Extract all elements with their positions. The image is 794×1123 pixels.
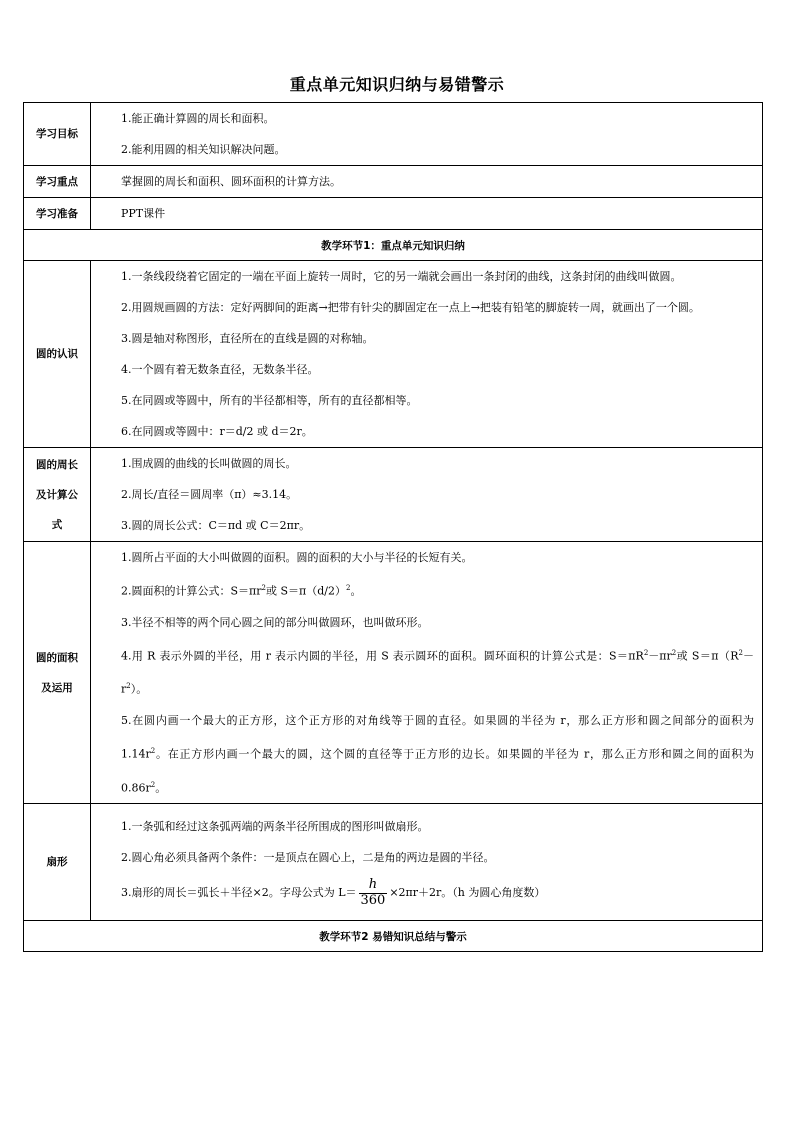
goals-label: 学习目标 [24,103,91,166]
focus-content [91,166,763,198]
area-item: 2.圆面积的计算公式：$S=\pi r^2$或 $S=\pi(d/2)^2$。 [121,584,362,598]
perimeter-item: 1.围成圆的曲线的长叫做圆的周长。 [121,457,297,470]
section1-heading: 教学环节1：重点单元知识归纳 [24,230,763,261]
sector-item: 2.圆心角必须具备两个条件：一是顶点在圆心上，二是角的两边是圆的半径。 [121,851,495,865]
area-item: 5.在圆内画一个最大的正方形，这个正方形的对角线等于圆的直径。如果圆的半径为 r，那么正方形和圆之间部分的面积为 $1.14r^2$。在正方形内画一个最大的圆，这个圆的直径等于正方形的边长。如果圆的半径为 r，那么正方形和圆之间的面积为 $0.86r^2$。 [121,713,754,795]
area-label [24,542,91,804]
perimeter-label-line: 圆的周长 [36,458,78,471]
area-row [24,542,763,804]
prep-content [91,198,763,230]
circle-intro-content [91,261,763,448]
circle-intro-row [24,261,763,448]
prep-label: 学习准备 [24,198,91,230]
section2-row [24,921,763,952]
section1-row [24,230,763,261]
area-label-line: 圆的面积 [36,651,78,664]
focus-text: 掌握圆的周长和面积、圆环面积的计算方法。 [121,175,341,188]
intro-item: 1.一条线段绕着它固定的一端在平面上旋转一周时，它的另一端就会画出一条封闭的曲线，这条封闭的曲线叫做圆。 [121,270,682,283]
intro-item: 5.在同圆或等圆中，所有的半径都相等，所有的直径都相等。 [121,394,418,407]
area-item: 3.半径不相等的两个同心圆之间的部分叫做圆环，也叫做环形。 [121,615,429,629]
focus-label: 学习重点 [24,166,91,198]
focus-row [24,166,763,198]
sector-item: 3.扇形的周长＝弧长＋半径×2。字母公式为 L＝ $\frac{h}{360}$ ×2πr＋2r。（h 为圆心角度数） [121,877,546,908]
lesson-table [23,102,763,952]
area-label-line: 及运用 [41,681,73,694]
circle-intro-label: 圆的认识 [24,261,91,448]
page-title: 重点单元知识归纳与易错警示 [289,75,505,94]
area-content [91,542,763,804]
perimeter-item: 2.周长/直径＝圆周率（π）≈3.14。 [121,488,298,501]
section2-heading: 教学环节2 易错知识总结与警示 [24,921,763,952]
goals-content [91,103,763,166]
area-item: 1.圆所占平面的大小叫做圆的面积。圆的面积的大小与半径的长短有关。 [121,551,473,564]
sector-item: 1.一条弧和经过这条弧两端的两条半径所围成的图形叫做扇形。 [121,820,429,834]
perimeter-label [24,448,91,542]
goals-row [24,103,763,166]
sector-row [24,804,763,921]
prep-row [24,198,763,230]
intro-item: 3.圆是轴对称图形，直径所在的直线是圆的对称轴。 [121,332,374,345]
sector-label: 扇形 [24,804,91,921]
intro-item: 6.在同圆或等圆中：r＝d/2 或 d＝2r。 [121,425,313,438]
goal-item: 2.能利用圆的相关知识解决问题。 [121,143,286,156]
fraction: $\frac{h}{360}$ [360,877,386,908]
sector-content [91,804,763,921]
perimeter-label-line: 式 [51,518,63,531]
perimeter-row [24,448,763,542]
perimeter-label-line: 及计算公 [36,488,78,501]
prep-text: PPT课件 [121,207,166,220]
perimeter-item: 3.圆的周长公式：C＝πd 或 C＝2πr。 [121,519,311,532]
intro-item: 2.用圆规画圆的方法：定好两脚间的距离→把带有针尖的脚固定在一点上→把装有铅笔的脚旋转一周，就画出了一个圆。 [121,301,700,314]
area-item: 4.用 R 表示外圆的半径，用 r 表示内圆的半径，用 S 表示圆环的面积。圆环面积的计算公式是：$S=\pi R^2-\pi r^2$或 $S=\pi(R^2-r^2)$。 [121,648,754,696]
intro-item: 4.一个圆有着无数条直径，无数条半径。 [121,363,319,376]
goal-item: 1.能正确计算圆的周长和面积。 [121,112,275,125]
perimeter-content [91,448,763,542]
